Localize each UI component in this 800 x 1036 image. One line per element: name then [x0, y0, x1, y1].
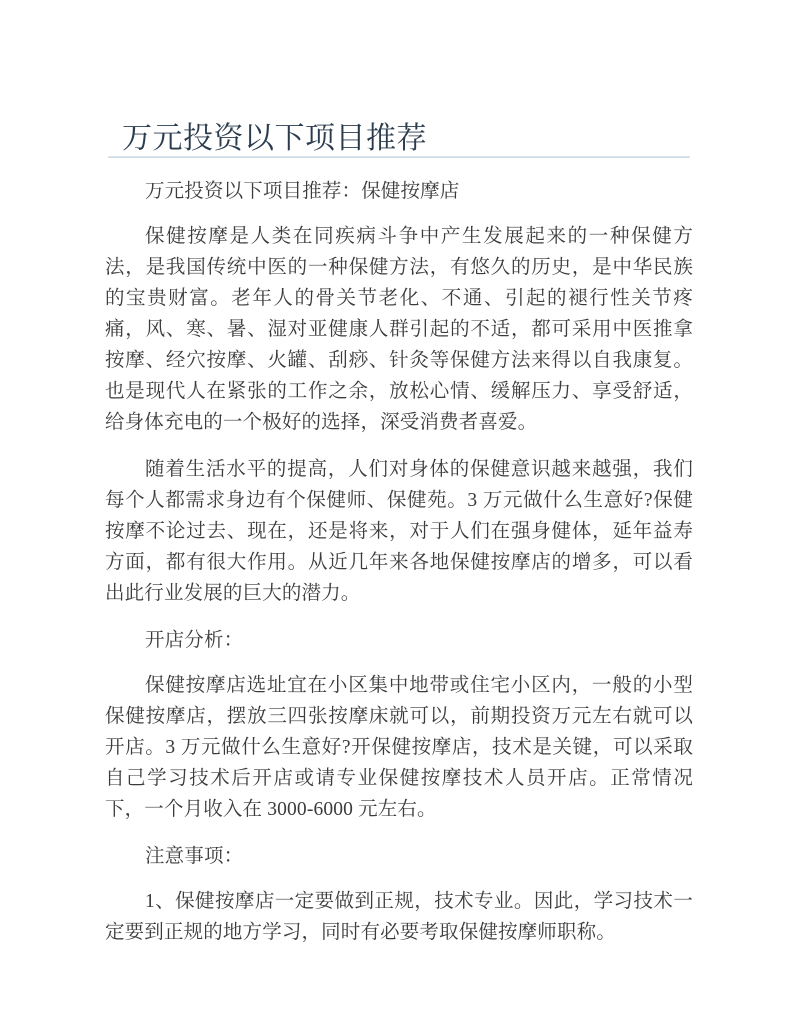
spacer — [105, 656, 693, 670]
spacer — [105, 872, 693, 886]
title-divider — [108, 156, 690, 158]
paragraph-intro: 保健按摩是人类在同疾病斗争中产生发展起来的一种保健方法，是我国传统中医的一种保健方法，有悠久的历史，是中华民族的宝贵财富。老年人的骨关节老化、不通、引起的褪行性关节疼痛，风、寒、暑、湿对亚健康人群引起的不适，都可采用中医推拿按摩、经穴按摩、火罐、刮痧、针灸等保健方法来得以自我康复。也是现代人在紧张的工作之余，放松心情、缓解压力、享受舒适，给身体充电的一个极好的选择，深受消费者喜爱。 — [105, 226, 693, 433]
paragraph-market: 随着生活水平的提高，人们对身体的保健意识越来越强，我们每个人都需求身边有个保健师、保健苑。3 万元做什么生意好?保健按摩不论过去、现在，还是将来，对于人们在强身健体，延年益寿方面，都有很大作用。从近几年来各地保健按摩店的增多，可以看出此行业发展的巨大的潜力。 — [105, 459, 693, 604]
spacer — [105, 609, 693, 625]
paragraph-store-analysis: 保健按摩店选址宜在小区集中地带或住宅小区内，一般的小型保健按摩店，摆放三四张按摩床就可以，前期投资万元左右就可以开店。3 万元做什么生意好?开保健按摩店，技术是关键，可以采取自己学习技术后开店或请专业保健按摩技术人员开店。正常情况下，一个月收入在 3000-6000 元左右。 — [105, 675, 693, 820]
paragraph-subject-line: 万元投资以下项目推荐：保健按摩店 — [145, 181, 460, 202]
heading-store-analysis: 开店分析： — [145, 630, 244, 651]
heading-notes: 注意事项： — [145, 846, 244, 867]
spacer — [105, 438, 693, 454]
paragraph-note-item-1: 1、保健按摩店一定要做到正规，技术专业。因此，学习技术一定要到正规的地方学习，同时有必要考取保健按摩师职称。 — [105, 891, 693, 943]
document-body — [105, 176, 693, 948]
spacer — [105, 207, 693, 221]
spacer — [105, 825, 693, 841]
page-title: 万元投资以下项目推荐 — [122, 122, 427, 156]
